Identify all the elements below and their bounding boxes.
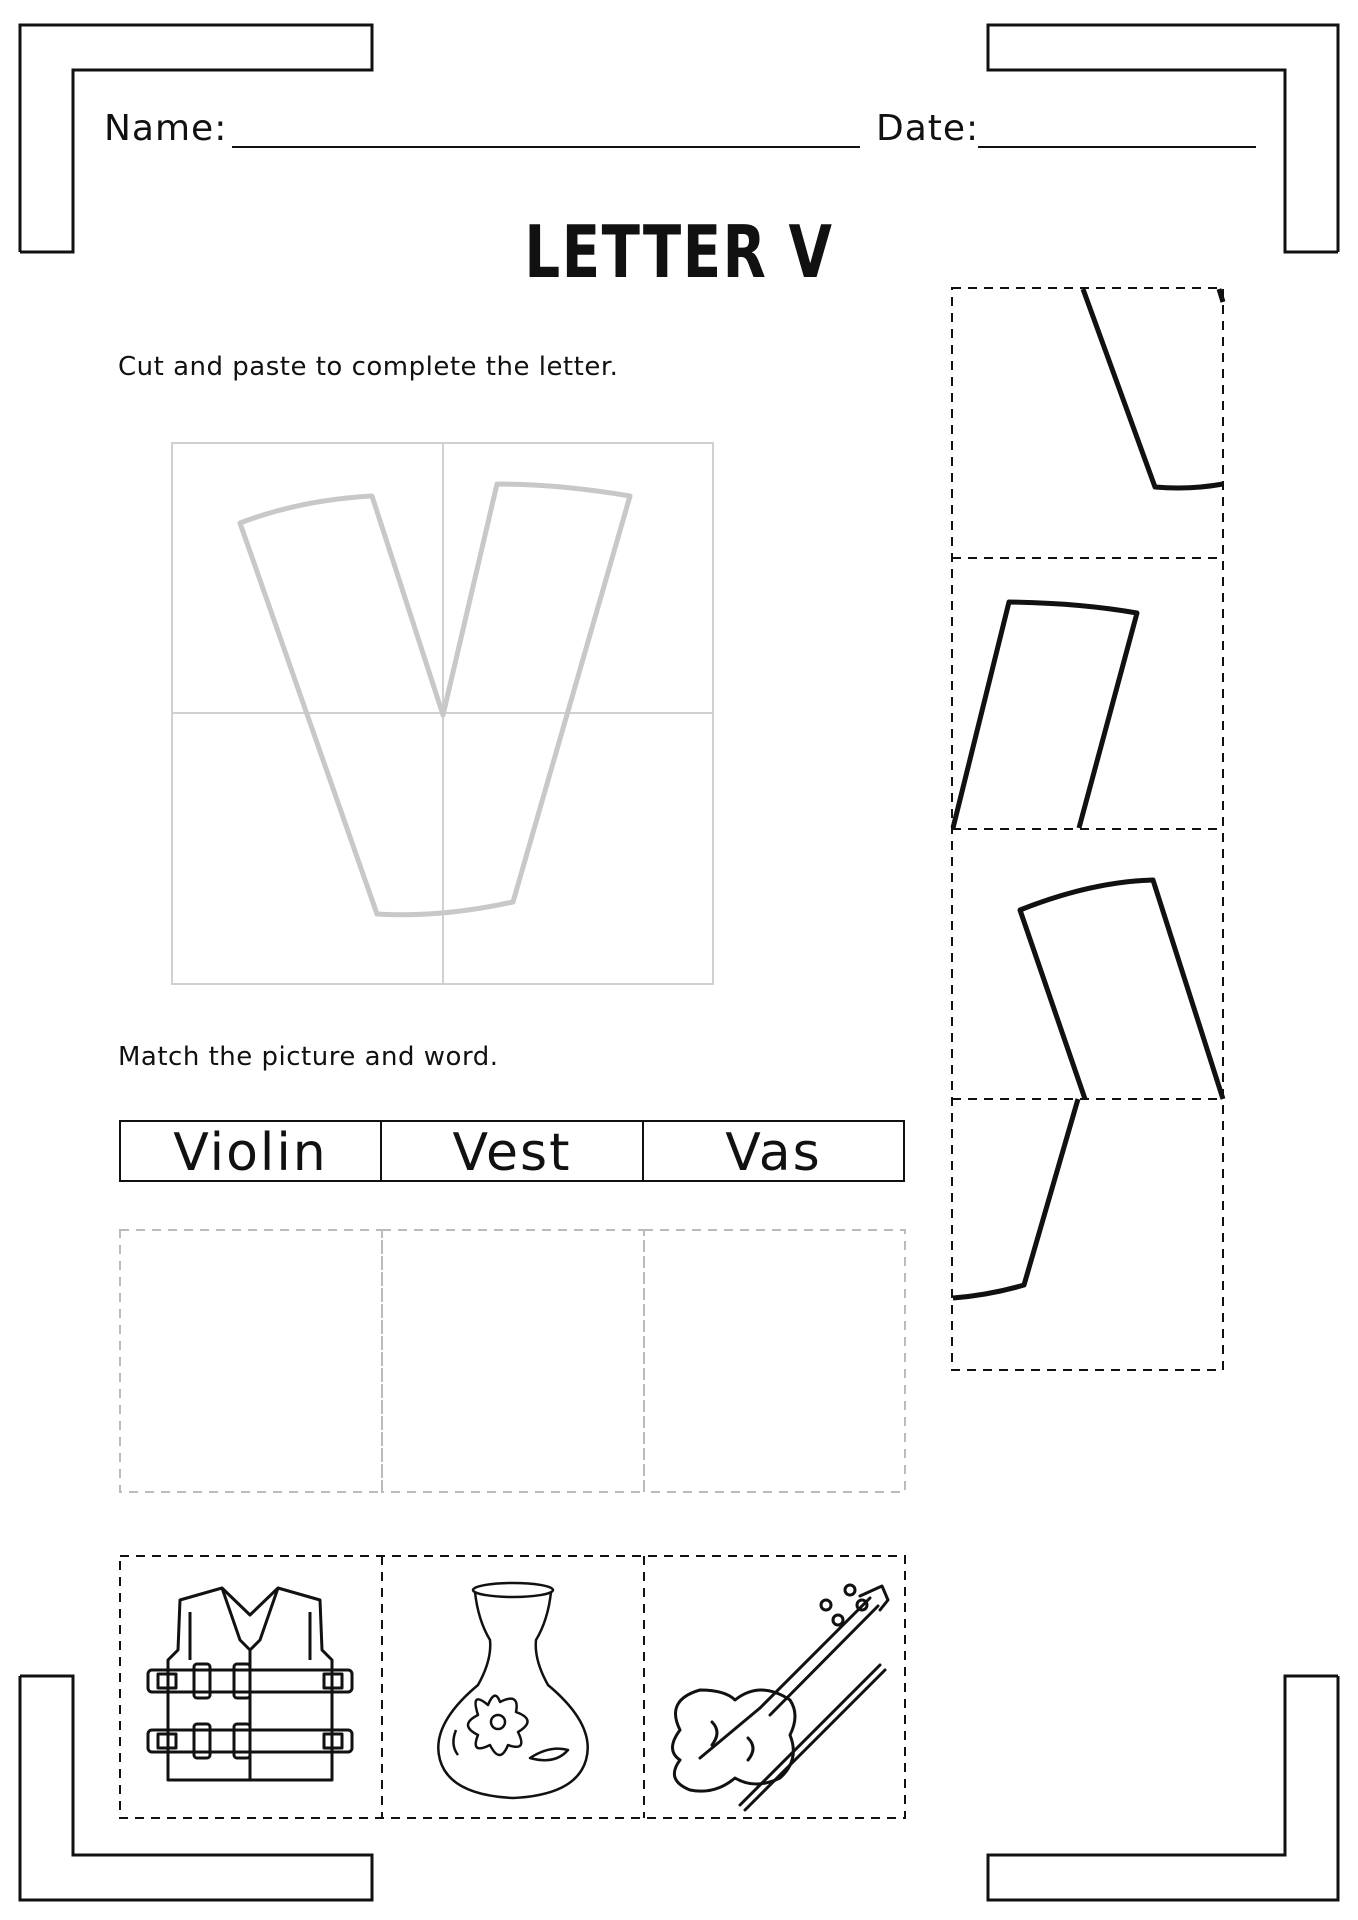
cut-paste-instruction: Cut and paste to complete the letter. <box>118 352 619 382</box>
page-title: LETTER V <box>524 210 834 294</box>
match-instruction: Match the picture and word. <box>118 1042 499 1072</box>
word-cell-vest: Vest <box>380 1120 644 1182</box>
violin-icon <box>673 1585 889 1810</box>
date-label: Date: <box>876 108 980 149</box>
vest-icon <box>148 1588 352 1780</box>
word-cell-vas: Vas <box>642 1120 905 1182</box>
name-label: Name: <box>104 108 228 149</box>
vase-icon <box>438 1583 587 1798</box>
word-cell-violin: Violin <box>119 1120 382 1182</box>
